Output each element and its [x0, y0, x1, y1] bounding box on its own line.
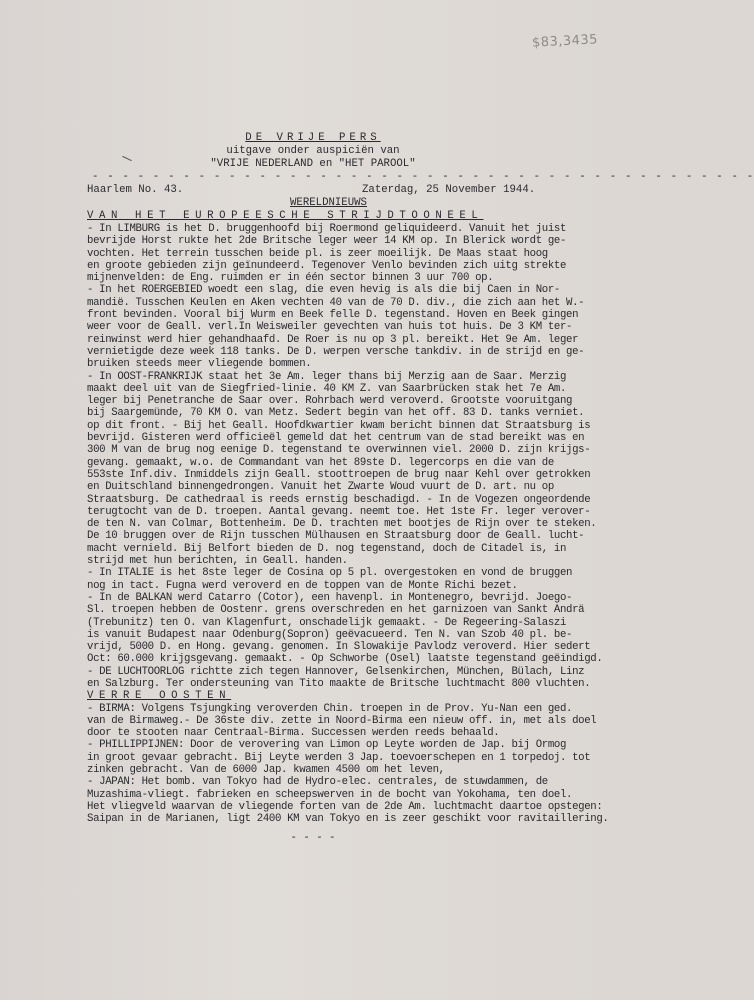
text-line: Muzashima-vliegt. fabrieken en scheepswerven in de bocht van Yokohama, ten doel.	[87, 788, 573, 801]
text-line: bevrijd. Gisteren werd officieël gemeld dat het centrum van de stad bereikt was en	[87, 432, 585, 445]
pencil-archive-note: $83,3435	[531, 32, 599, 51]
text-line: Oct: 60.000 krijgsgevang. gemaakt. - Op Schworbe (Osel) laatste tegenstand geëindigd.	[87, 653, 603, 666]
text-line: nog in tact. Fugna werd veroverd en de toppen van de Monte Richi bezet.	[87, 579, 518, 592]
article-body	[87, 223, 608, 826]
text-line: en groote gebieden zijn geïnundeerd. Tegenover Venlo bevinden zich uitg strekte	[87, 259, 567, 272]
section-heading-world-news: WERELDNIEUWS	[290, 197, 367, 209]
issue-number: Haarlem No. 43.	[87, 184, 184, 196]
text-line: - In het ROERGEBIED woedt een slag, die even hevig is als die bij Caen in Nor-	[87, 284, 560, 297]
end-mark: - - - -	[290, 832, 336, 844]
text-line: bij Saargemünde, 70 KM O. van Metz. Sedert begin van het off. 83 D. tanks verniet.	[87, 407, 585, 420]
text-line: op dit front. - Bij het Geall. Hoofdkwartier kwam bericht binnen dat Straatsburg is	[87, 419, 591, 432]
masthead-subtitle: uitgave onder auspiciën van	[226, 145, 400, 157]
text-line: leger bij Penetranche de Saar over. Rohrbach werd veroverd. Grootste vooruitgang	[87, 395, 573, 408]
text-line: mandië. Tusschen Keulen en Aken vechten 40 van de 70 D. div., die zich aan het W.-	[87, 296, 585, 309]
text-line: vochten. Het terrein tusschen beide pl. is zeer moeilijk. De Maas staat hoog	[87, 247, 548, 260]
text-line: maakt deel uit van de Siegfried-linie. 40 KM Z. van Saarbrücken stak het 7e Am.	[87, 382, 567, 395]
text-line: 553ste Inf.div. Inmiddels zijn Geall. stoottroepen de brug naar Kehl over getrokken	[87, 468, 591, 481]
text-line: De 10 bruggen over de Rijn tusschen Mülhausen en Straatsburg door de Geall. lucht-	[87, 530, 585, 543]
text-line: - In ITALIE is het 8ste leger de Cosina op 5 pl. overgestoken en vond de bruggen	[87, 567, 573, 580]
text-line: - BIRMA: Volgens Tsjungking veroverden Chin. troepen in de Prov. Yu-Nan een ged.	[87, 702, 573, 715]
text-line: strijd met hun berichten, in Geall. handen.	[87, 555, 348, 568]
text-line: de ten N. van Colmar, Bottenheim. De D. trachten met bootjes de Rijn over te steken.	[87, 518, 597, 531]
text-line: Het vliegveld waarvan de vliegende forten van de 2de Am. luchtmacht daartoe opstegen:	[87, 800, 603, 813]
text-line: Saipan in de Marianen, ligt 2400 KM van Tokyo en is zeer geschikt voor ravitaillering.	[87, 813, 609, 826]
text-line: - JAPAN: Het bomb. van Tokyo had de Hydro-elec. centrales, de stuwdammen, de	[87, 776, 548, 789]
text-line: - PHILLIPPIJNEN: Door de verovering van Limon op Leyte worden de Jap. bij Ormog	[87, 739, 567, 752]
text-line: terugtocht van de D. troepen. Aantal gevang. neemt toe. Het 1ste Fr. leger verover-	[87, 505, 591, 518]
text-line: in groot gevaar gebracht. Bij Leyte werden 3 Jap. toevoerschepen en 1 torpedoj. tot	[87, 751, 591, 764]
text-line: Sl. troepen hebben de Oostenr. grens overschreden en het garnizoen van Sankt Andrä	[87, 604, 585, 617]
masthead-publishers: "VRIJE NEDERLAND en "HET PAROOL"	[210, 158, 416, 170]
text-line: front bevinden. Vooral bij Wurm en Beek felle D. tegenstand. Hoven en Beek gingen	[87, 309, 579, 322]
text-line: vernietigde deze week 118 tanks. De D. werpen versche tankdiv. in de strijd en ge-	[87, 345, 585, 358]
text-line: 300 M van de brug nog eenige D. tegenstand te overwinnen viel. 2000 D. zijn krijgs-	[87, 444, 591, 457]
text-line: zinken gebracht. Van de 6000 Jap. kwamen 4500 om het leven,	[87, 764, 445, 777]
section-heading-europe: VAN HET EUROPEESCHE STRIJDTOONEEL	[87, 210, 484, 222]
issue-date: Zaterdag, 25 November 1944.	[362, 184, 536, 196]
text-line: bevrijde Horst rukte het 2de Britsche leger weer 14 KM op. In Blerick wordt ge-	[87, 235, 567, 248]
text-line: - In OOST-FRANKRIJK staat het 3e Am. leger thans bij Merzig aan de Saar. Merzig	[87, 370, 567, 383]
text-line: en Salzburg. Ter ondersteuning van Tito maakte de Britsche luchtmacht 800 vluchten.	[87, 677, 591, 690]
text-line: gevang. gemaakt, w.o. de Commandant van het 89ste D. legercorps en die van de	[87, 456, 554, 469]
text-line: weer voor de Geall. verl.In Weisweiler gevechten van huis tot huis. De 3 KM ter-	[87, 321, 573, 334]
text-line: (Trebunitz) ten O. van Klagenfurt, onschadelijk gemaakt. - De Regeering-Salaszi	[87, 616, 567, 629]
text-line: bruiken steeds meer vliegende bommen.	[87, 358, 312, 371]
divider-rule: - - - - - - - - - - - - - - - - - - - - - - - - - - - - - - - - - - - - - - - - - - - -	[92, 171, 754, 183]
text-line: - In LIMBURG is het D. bruggenhoofd bij Roermond geliquideerd. Vanuit het juist	[87, 223, 567, 235]
masthead-title: DE VRIJE PERS	[245, 132, 381, 144]
text-line: door te stooten naar Centraal-Birma. Successen werden reeds behaald.	[87, 727, 500, 740]
text-line: macht vernield. Bij Belfort bieden de D. nog tegenstand, doch de Citadel is, in	[87, 542, 567, 555]
text-line: en Duitschland binnengedrongen. Vanuit het Zwarte Woud vuurt de D. art. nu op	[87, 481, 554, 494]
section-heading-far-east: VERRE OOSTEN	[87, 690, 232, 703]
text-line: vrijd, 5000 D. en Hong. gevang. genomen. In Slowakije Pavlodz veroverd. Hier sedert	[87, 641, 591, 654]
text-line: - DE LUCHTOORLOG richtte zich tegen Hannover, Gelsenkirchen, München, Bülach, Linz	[87, 665, 585, 678]
text-line: Straatsburg. De cathedraal is reeds ernstig beschadigd. - In de Vogezen ongeordende	[87, 493, 591, 506]
text-line: reinwinst werd hier gehandhaafd. De Roer is nu op 3 pl. bereikt. Het 9e Am. leger	[87, 333, 579, 346]
text-line: van de Birmaweg.- De 36ste div. zette in Noord-Birma een nieuw off. in, met als doel	[87, 714, 597, 727]
text-line: is vanuit Budapest naar Odenburg(Sopron) geëvacueerd. Ten N. van Szob 40 pl. be-	[87, 628, 573, 641]
text-line: - In de BALKAN werd Catarro (Cotor), een havenpl. in Montenegro, bevrijd. Joego-	[87, 591, 573, 604]
text-line: mijnenvelden: de Eng. ruimden er in één sector binnen 3 uur 700 op.	[87, 272, 494, 285]
